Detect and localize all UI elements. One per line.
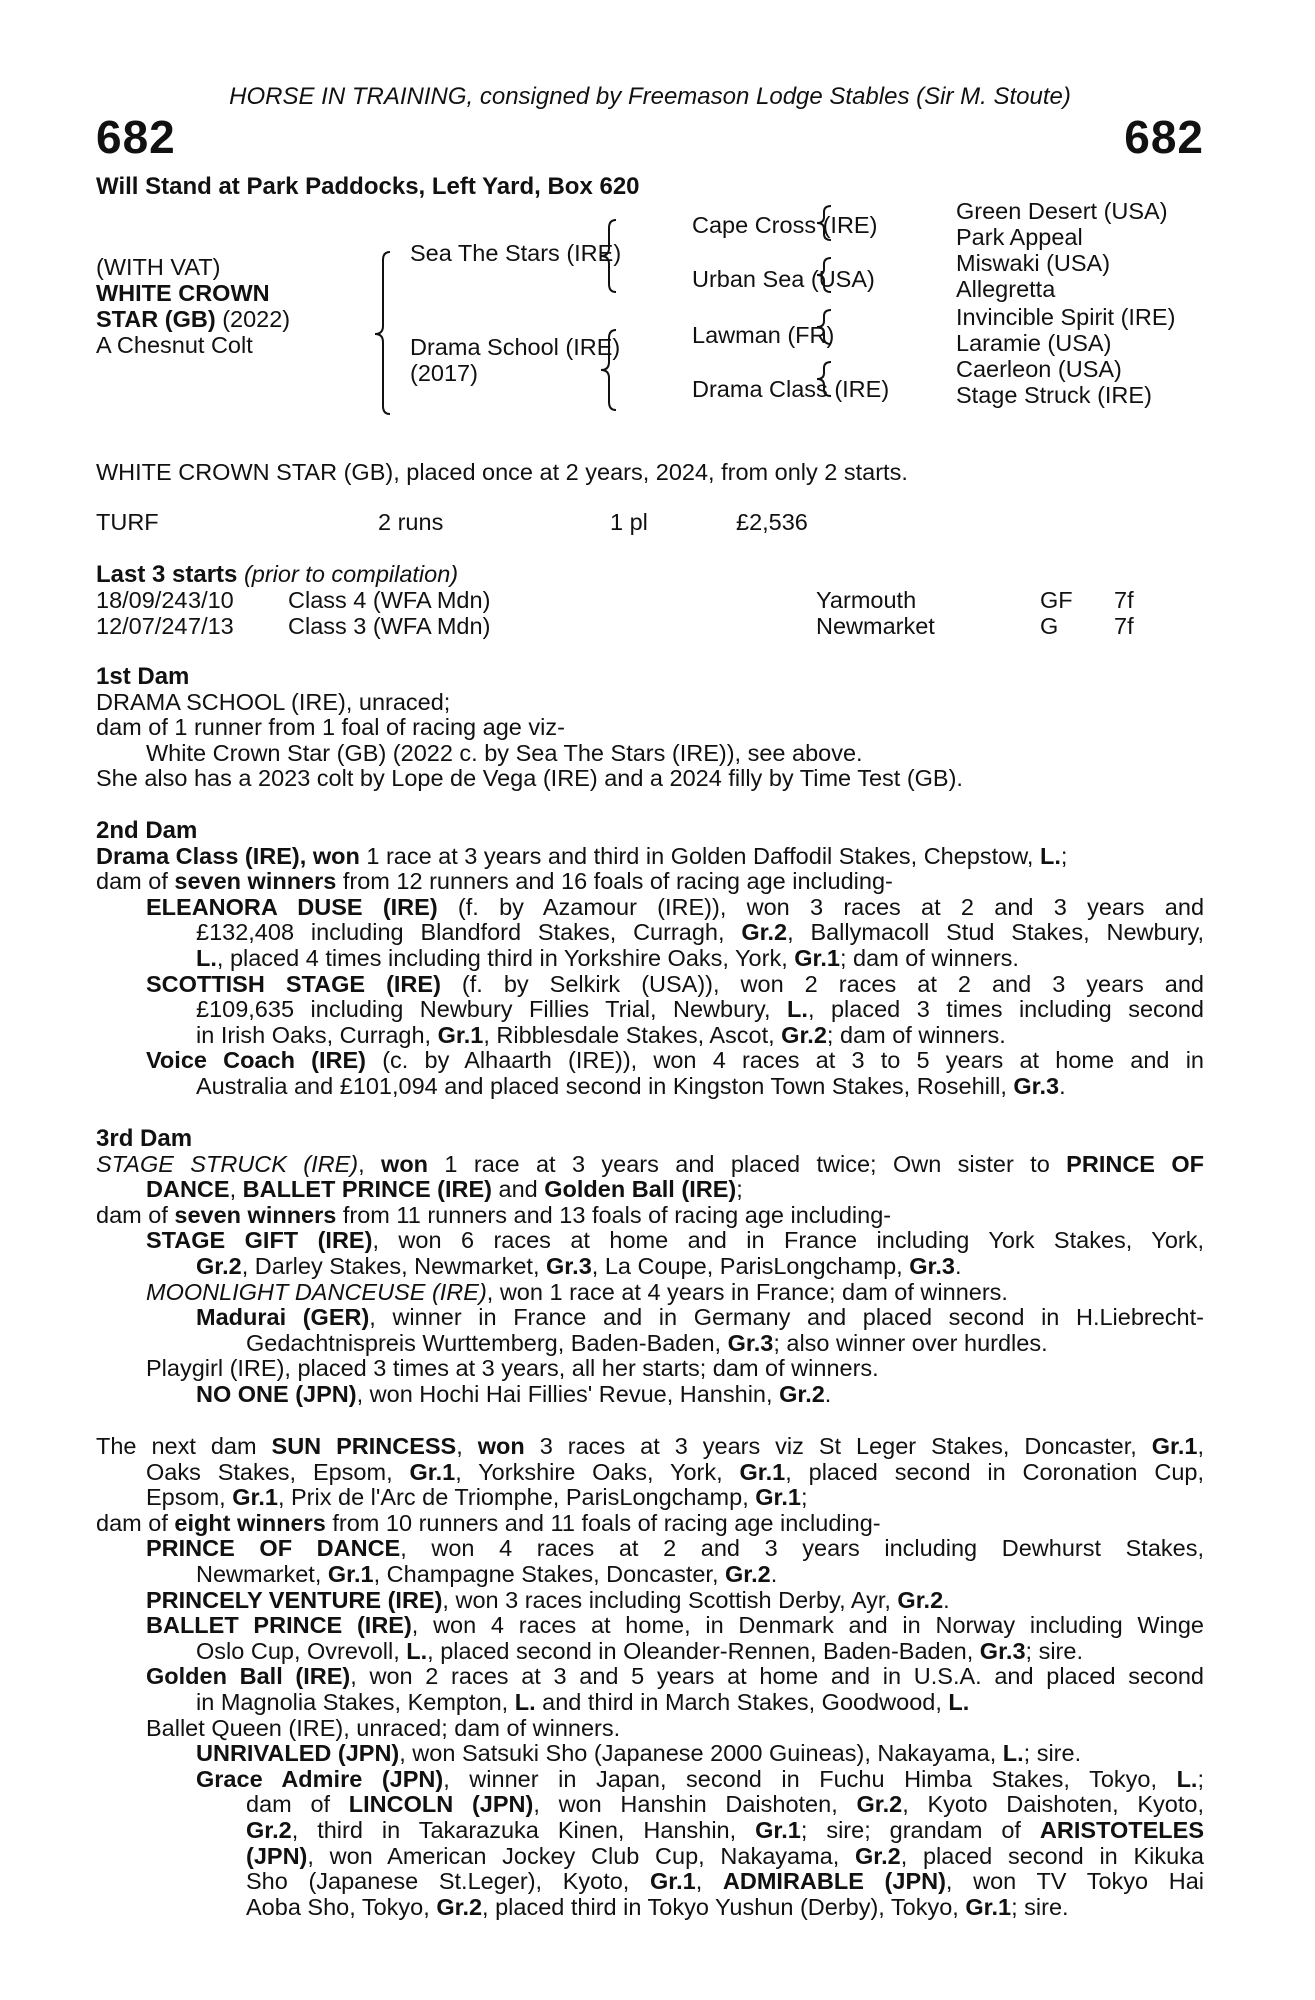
record-placed: 1 pl <box>610 509 648 535</box>
text-run: . <box>770 1560 778 1587</box>
text-run: and <box>491 1176 545 1203</box>
text-run: ; <box>736 1176 743 1203</box>
produce-entry-line <box>96 1869 1204 1895</box>
third-dam-line <box>96 1152 1204 1178</box>
dam-name: Drama Class (IRE) <box>96 842 300 869</box>
produce-entry-line: Playgirl (IRE), placed 3 times at 3 years, all her starts; dam of winners. <box>146 1355 879 1382</box>
text-run: ; also winner over hurdles. <box>773 1329 1048 1356</box>
pedigree-ddd: Stage Struck (IRE) <box>956 382 1152 408</box>
produce-entry-line <box>96 1741 1204 1767</box>
produce-entry-line <box>96 895 1204 921</box>
text-run: , <box>1197 1433 1204 1459</box>
text-run: , won Hanshin Daishoten, <box>533 1791 857 1818</box>
produce-name: PRINCE OF DANCE <box>146 1535 401 1562</box>
text-run: , <box>229 1176 243 1203</box>
lot-number-right: 682 <box>1124 111 1204 163</box>
next-dam-line <box>96 1434 1204 1460</box>
grade-mark: Gr.1 <box>437 1021 484 1048</box>
produce-name: Grace Admire (JPN) <box>196 1765 444 1792</box>
text-run: ; sire; grandam of <box>800 1816 1040 1843</box>
race-record <box>96 510 1204 536</box>
sibling-name: DANCE <box>146 1176 230 1203</box>
pedigree-ss: Cape Cross (IRE) <box>692 212 878 238</box>
start-distance: 7f <box>1114 613 1134 639</box>
text-run: , <box>358 1150 382 1177</box>
text-run: Australia and £101,094 and placed second in Kingston Town Stakes, Rosehill, <box>196 1072 1014 1099</box>
produce-name: UNRIVALED (JPN) <box>196 1740 400 1767</box>
third-dam-line <box>96 1203 1204 1229</box>
start-date: 12/07/24 <box>96 613 188 639</box>
produce-entry-line <box>96 1818 1204 1844</box>
text-run: , won Satsuki Sho (Japanese 2000 Guineas), Nakayama, <box>399 1740 1003 1767</box>
start-row <box>96 588 1204 614</box>
text-run: (c. by Alhaarth (IRE)), won 4 races at 3 to 5 years at home and in <box>366 1047 1204 1074</box>
start-position: 7/13 <box>188 613 234 639</box>
grade-mark: Gr.1 <box>232 1484 278 1511</box>
text-run: , won 4 races at 2 and 3 years including Dewhurst Stakes, <box>400 1535 1204 1562</box>
text-run: ; sire. <box>1011 1893 1069 1920</box>
produce-entry-line <box>96 1280 1204 1306</box>
text-run: ; dam of winners. <box>840 944 1019 971</box>
winners-count: seven winners <box>174 868 337 895</box>
won-word: won <box>312 842 360 869</box>
pedigree-sss: Green Desert (USA) <box>956 198 1168 224</box>
text-run: , won 6 races at home and in France including York Stakes, York, <box>372 1227 1204 1254</box>
produce-entry-line <box>96 1382 1204 1408</box>
produce-name: PRINCELY VENTURE (IRE) <box>146 1586 443 1613</box>
grade-mark: Gr.2 <box>246 1816 292 1843</box>
first-dam-line: DRAMA SCHOOL (IRE), unraced; <box>96 688 451 715</box>
text-run: , won Hochi Hai Fillies' Revue, Hanshin, <box>356 1380 780 1407</box>
produce-entry-line <box>96 1767 1204 1793</box>
produce-entry-line <box>96 1536 1204 1562</box>
winners-count: seven winners <box>174 1201 337 1228</box>
text-run: Epsom, <box>146 1484 233 1511</box>
produce-name: MOONLIGHT DANCEUSE (IRE) <box>146 1278 487 1305</box>
text-run: . <box>943 1586 950 1613</box>
text-run: and third in March Stakes, Goodwood, <box>535 1688 949 1715</box>
produce-entry-line <box>96 1023 1204 1049</box>
text-run: , won 1 race at 4 years in France; dam of winners. <box>486 1278 1008 1305</box>
produce-name: STAGE GIFT (IRE) <box>146 1227 373 1254</box>
text-run: , placed second in Oleander-Rennen, Baden-Baden, <box>427 1637 980 1664</box>
text-run: £109,635 including Newbury Fillies Trial, Newbury, <box>196 996 788 1023</box>
text-run: ; <box>1197 1765 1204 1792</box>
next-dam-section <box>96 1434 1204 1920</box>
produce-name: ADMIRABLE (JPN) <box>722 1868 946 1895</box>
grade-mark: Gr.2 <box>779 1380 825 1407</box>
pedigree-table <box>96 200 1204 420</box>
grade-mark: Gr.3 <box>727 1329 774 1356</box>
pedigree-dds: Caerleon (USA) <box>956 356 1122 382</box>
text-run: , <box>695 1868 723 1895</box>
text-run: , placed 4 times including third in Yorkshire Oaks, York, <box>216 944 795 971</box>
grade-mark: Gr.2 <box>897 1586 944 1613</box>
start-going: GF <box>1040 587 1073 613</box>
first-dam-section <box>96 664 1204 792</box>
grade-mark: Gr.2 <box>725 1560 771 1587</box>
grade-mark: Gr.2 <box>196 1252 242 1279</box>
second-dam-heading: 2nd Dam <box>96 817 198 844</box>
produce-entry-line <box>96 920 1204 946</box>
grade-mark: Gr.1 <box>965 1893 1012 1920</box>
text-run: , placed second in Coronation Cup, <box>785 1458 1204 1485</box>
produce-entry-line <box>96 1562 1204 1588</box>
start-row <box>96 614 1204 640</box>
text-run: , <box>456 1433 478 1459</box>
text-run: Aoba Sho, Tokyo, <box>246 1893 437 1920</box>
text-run: £132,408 including Blandford Stakes, Curragh, <box>196 919 742 946</box>
text-run: , won 4 races at home, in Denmark and in Norway including Winge <box>411 1612 1204 1639</box>
start-date: 18/09/24 <box>96 587 188 613</box>
last-starts-note: (prior to compilation) <box>243 561 459 587</box>
start-position: 3/10 <box>188 587 234 613</box>
grade-mark: Gr.1 <box>327 1560 374 1587</box>
text-run: , Yorkshire Oaks, York, <box>455 1458 740 1485</box>
text-run: from 11 runners and 13 foals of racing age including- <box>336 1201 892 1228</box>
produce-entry-line <box>96 1844 1204 1870</box>
pedigree-dsd: Laramie (USA) <box>956 330 1112 356</box>
text-run: (f. by Selkirk (USA)), won 2 races at 2 and 3 years and <box>440 970 1204 997</box>
horse-name-line1: WHITE CROWN <box>96 280 270 306</box>
horse-description: A Chesnut Colt <box>96 332 253 358</box>
text-run: Newmarket, <box>196 1560 328 1587</box>
text-run: , Ballymacoll Stud Stakes, Newbury, <box>787 919 1204 946</box>
produce-entry-line <box>96 1305 1204 1331</box>
produce-entry-line <box>96 1074 1204 1100</box>
text-run: , Ribblesdale Stakes, Ascot, <box>483 1021 782 1048</box>
text-run: , placed 3 times including second <box>807 996 1205 1023</box>
produce-entry-line: Ballet Queen (IRE), unraced; dam of winners. <box>146 1714 621 1741</box>
first-dam-line: dam of 1 runner from 1 foal of racing age viz- <box>96 714 565 741</box>
sibling-name: BALLET PRINCE (IRE) <box>242 1176 492 1203</box>
produce-entry-line <box>96 1228 1204 1254</box>
grade-mark: Gr.1 <box>649 1868 696 1895</box>
text-run: , placed third in Tokyo Yushun (Derby), Tokyo, <box>482 1893 966 1920</box>
record-earnings: £2,536 <box>736 509 808 535</box>
produce-name: Voice Coach (IRE) <box>146 1047 367 1074</box>
text-run: 1 race at 3 years and third in Golden Daffodil Stakes, Chepstow, <box>359 842 1040 869</box>
grade-mark: Gr.1 <box>755 1484 801 1511</box>
pedigree-dss: Invincible Spirit (IRE) <box>956 304 1176 330</box>
grade-mark: Gr.1 <box>755 1816 801 1843</box>
text-run: dam of <box>246 1791 349 1818</box>
text-run: The next dam <box>96 1433 272 1459</box>
text-run: , La Coupe, ParisLongchamp, <box>591 1252 910 1279</box>
start-race: Class 4 (WFA Mdn) <box>288 587 491 613</box>
listed-mark: L. <box>1002 1740 1024 1767</box>
produce-name: BALLET PRINCE (IRE) <box>146 1612 412 1639</box>
first-dam-line: White Crown Star (GB) (2022 c. by Sea The Stars (IRE)), see above. <box>146 739 863 766</box>
start-course: Newmarket <box>816 613 935 639</box>
pedigree-dam-year: (2017) <box>410 360 478 386</box>
winners-count: eight winners <box>174 1509 326 1536</box>
horse-name-line2: STAR (GB) <box>96 306 216 332</box>
text-run: from 10 runners and 11 foals of racing age including- <box>325 1509 881 1536</box>
sibling-name: PRINCE OF <box>1066 1150 1204 1177</box>
listed-mark: L. <box>406 1637 428 1664</box>
produce-entry-line <box>96 1331 1204 1357</box>
produce-name: (JPN) <box>246 1842 308 1869</box>
text-run: ; sire. <box>1025 1637 1083 1664</box>
race-summary: WHITE CROWN STAR (GB), placed once at 2 years, 2024, from only 2 starts. <box>96 459 908 485</box>
text-run: , Prix de l'Arc de Triomphe, ParisLongchamp, <box>277 1484 756 1511</box>
last-starts-heading <box>96 562 1204 588</box>
lot-number-left: 682 <box>96 111 176 163</box>
produce-entry-line <box>96 1792 1204 1818</box>
text-run: , placed second in Kikuka <box>900 1842 1205 1869</box>
text-run: ; <box>1060 842 1068 869</box>
start-race: Class 3 (WFA Mdn) <box>288 613 491 639</box>
grade-mark: Gr.2 <box>855 1842 901 1869</box>
text-run: . <box>824 1380 832 1407</box>
start-distance: 7f <box>1114 587 1134 613</box>
grade-mark: Gr.1 <box>739 1458 786 1485</box>
text-run: . <box>954 1252 962 1279</box>
text-run: , won American Jockey Club Cup, Nakayama, <box>307 1842 855 1869</box>
text-run: in Irish Oaks, Curragh, <box>196 1021 438 1048</box>
produce-name: NO ONE (JPN) <box>196 1380 357 1407</box>
produce-name: Golden Ball (IRE) <box>146 1663 351 1690</box>
next-dam-line <box>96 1511 1204 1537</box>
text-run: , won 2 races at 3 and 5 years at home and in U.S.A. and placed second <box>350 1663 1204 1690</box>
third-dam-heading: 3rd Dam <box>96 1125 193 1152</box>
text-run: Oslo Cup, Ovrevoll, <box>196 1637 407 1664</box>
produce-entry-line <box>96 1639 1204 1665</box>
pedigree-dd: Drama Class (IRE) <box>692 376 890 402</box>
pedigree-dam: Drama School (IRE) <box>410 334 621 360</box>
text-run: dam of <box>96 1201 175 1228</box>
pedigree-sds: Miswaki (USA) <box>956 250 1111 276</box>
text-run: Oaks Stakes, Epsom, <box>146 1458 410 1485</box>
record-surface: TURF <box>96 509 159 535</box>
produce-entry-line <box>96 1613 1204 1639</box>
first-dam-heading: 1st Dam <box>96 663 190 690</box>
bracket-gen1 <box>375 252 390 414</box>
second-dam-section <box>96 818 1204 1100</box>
text-run: , Darley Stakes, Newmarket, <box>241 1252 547 1279</box>
produce-entry-line <box>96 1664 1204 1690</box>
text-run: Gedachtnispreis Wurttemberg, Baden-Baden, <box>246 1329 728 1356</box>
third-dam-line <box>96 1177 1204 1203</box>
produce-entry-line <box>96 972 1204 998</box>
text-run: (f. by Azamour (IRE)), won 3 races at 2 and 3 years and <box>437 893 1205 920</box>
stand-location: Will Stand at Park Paddocks, Left Yard, Box 620 <box>96 173 640 200</box>
produce-entry-line <box>96 997 1204 1023</box>
vat-note: (WITH VAT) <box>96 254 221 280</box>
pedigree-ssd: Park Appeal <box>956 224 1083 250</box>
horse-name-line2-row <box>96 306 290 332</box>
text-run: , won TV Tokyo Hai <box>945 1868 1204 1895</box>
listed-mark: L. <box>1039 842 1061 869</box>
grade-mark: Gr.1 <box>794 944 840 971</box>
text-run: 1 race at 3 years and placed twice; Own sister to <box>428 1150 1067 1177</box>
produce-name: Madurai (GER) <box>196 1304 370 1331</box>
grade-mark: Gr.3 <box>546 1252 592 1279</box>
grade-mark: Gr.1 <box>409 1458 456 1485</box>
grade-mark: Gr.2 <box>741 919 788 946</box>
sibling-name: Golden Ball (IRE) <box>544 1176 737 1203</box>
grade-mark: Gr.2 <box>436 1893 483 1920</box>
dam-name: SUN PRINCESS <box>271 1433 457 1459</box>
produce-entry-line <box>96 1895 1204 1921</box>
dam-name: STAGE STRUCK (IRE) <box>96 1150 359 1177</box>
text-run: ; dam of winners. <box>826 1021 1006 1048</box>
record-runs: 2 runs <box>378 509 444 535</box>
produce-name: ELEANORA DUSE (IRE) <box>146 893 438 920</box>
text-run: . <box>1059 1072 1066 1099</box>
listed-mark: L. <box>514 1688 536 1715</box>
grade-mark: Gr.2 <box>781 1021 827 1048</box>
third-dam-section <box>96 1126 1204 1408</box>
produce-entry-line <box>96 1690 1204 1716</box>
text-run: , Champagne Stakes, Doncaster, <box>373 1560 726 1587</box>
produce-entry-line <box>96 1254 1204 1280</box>
text-run: , winner in France and in Germany and placed second in H.Liebrecht- <box>369 1304 1204 1331</box>
grade-mark: Gr.3 <box>1013 1072 1060 1099</box>
text-run: , Kyoto Daishoten, Kyoto, <box>902 1791 1204 1818</box>
text-run: , third in Takarazuka Kinen, Hanshin, <box>291 1816 756 1843</box>
second-dam-line <box>96 869 1204 895</box>
pedigree-sd: Urban Sea (USA) <box>692 266 875 292</box>
won-word: won <box>381 1150 429 1177</box>
start-course: Yarmouth <box>816 587 917 613</box>
text-run: 3 races at 3 years viz St Leger Stakes, Doncaster, <box>524 1433 1152 1459</box>
text-run: ; <box>800 1484 808 1511</box>
text-run: dam of <box>96 1509 175 1536</box>
produce-entry-line <box>96 1588 1204 1614</box>
text-run: , winner in Japan, second in Fuchu Himba Stakes, Tokyo, <box>443 1765 1177 1792</box>
listed-mark: L. <box>1176 1765 1198 1792</box>
next-dam-line <box>96 1460 1204 1486</box>
pedigree-sdd: Allegretta <box>956 276 1056 302</box>
pedigree-ds: Lawman (FR) <box>692 322 835 348</box>
text-run: from 12 runners and 16 foals of racing age including- <box>336 868 893 895</box>
second-dam-line: Drama Class (IRE), won 1 race at 3 years and third in Golden Daffodil Stakes, Chepstow, L.; <box>96 842 1068 869</box>
text-run: dam of <box>96 868 175 895</box>
listed-mark: L. <box>787 996 808 1023</box>
grade-mark: Gr.3 <box>979 1637 1026 1664</box>
produce-name: LINCOLN (JPN) <box>348 1791 534 1818</box>
pedigree-sire: Sea The Stars (IRE) <box>410 240 622 266</box>
text-run: Sho (Japanese St.Leger), Kyoto, <box>246 1868 650 1895</box>
grade-mark: Gr.2 <box>856 1791 903 1818</box>
grade-mark: Gr.3 <box>909 1252 955 1279</box>
text-run: ; sire. <box>1023 1740 1082 1767</box>
won-word: won <box>477 1433 525 1459</box>
produce-name: ARISTOTELES <box>1039 1816 1205 1843</box>
listed-mark: L. <box>196 944 217 971</box>
first-dam-line: She also has a 2023 colt by Lope de Vega (IRE) and a 2024 filly by Time Test (GB). <box>96 765 963 792</box>
listed-mark: L. <box>948 1688 970 1715</box>
produce-entry-line <box>96 946 1204 972</box>
produce-entry-line <box>96 1048 1204 1074</box>
last-starts-title: Last 3 starts <box>96 561 238 588</box>
grade-mark: Gr.1 <box>1151 1433 1198 1459</box>
consignor-line: HORSE IN TRAINING, consigned by Freemason Lodge Stables (Sir M. Stoute) <box>229 83 1071 110</box>
text-run: in Magnolia Stakes, Kempton, <box>196 1688 515 1715</box>
produce-name: SCOTTISH STAGE (IRE) <box>146 970 441 997</box>
text-run: , won 3 races including Scottish Derby, Ayr, <box>442 1586 898 1613</box>
start-going: G <box>1040 613 1059 639</box>
next-dam-line <box>96 1485 1204 1511</box>
horse-year: (2022) <box>222 306 291 332</box>
